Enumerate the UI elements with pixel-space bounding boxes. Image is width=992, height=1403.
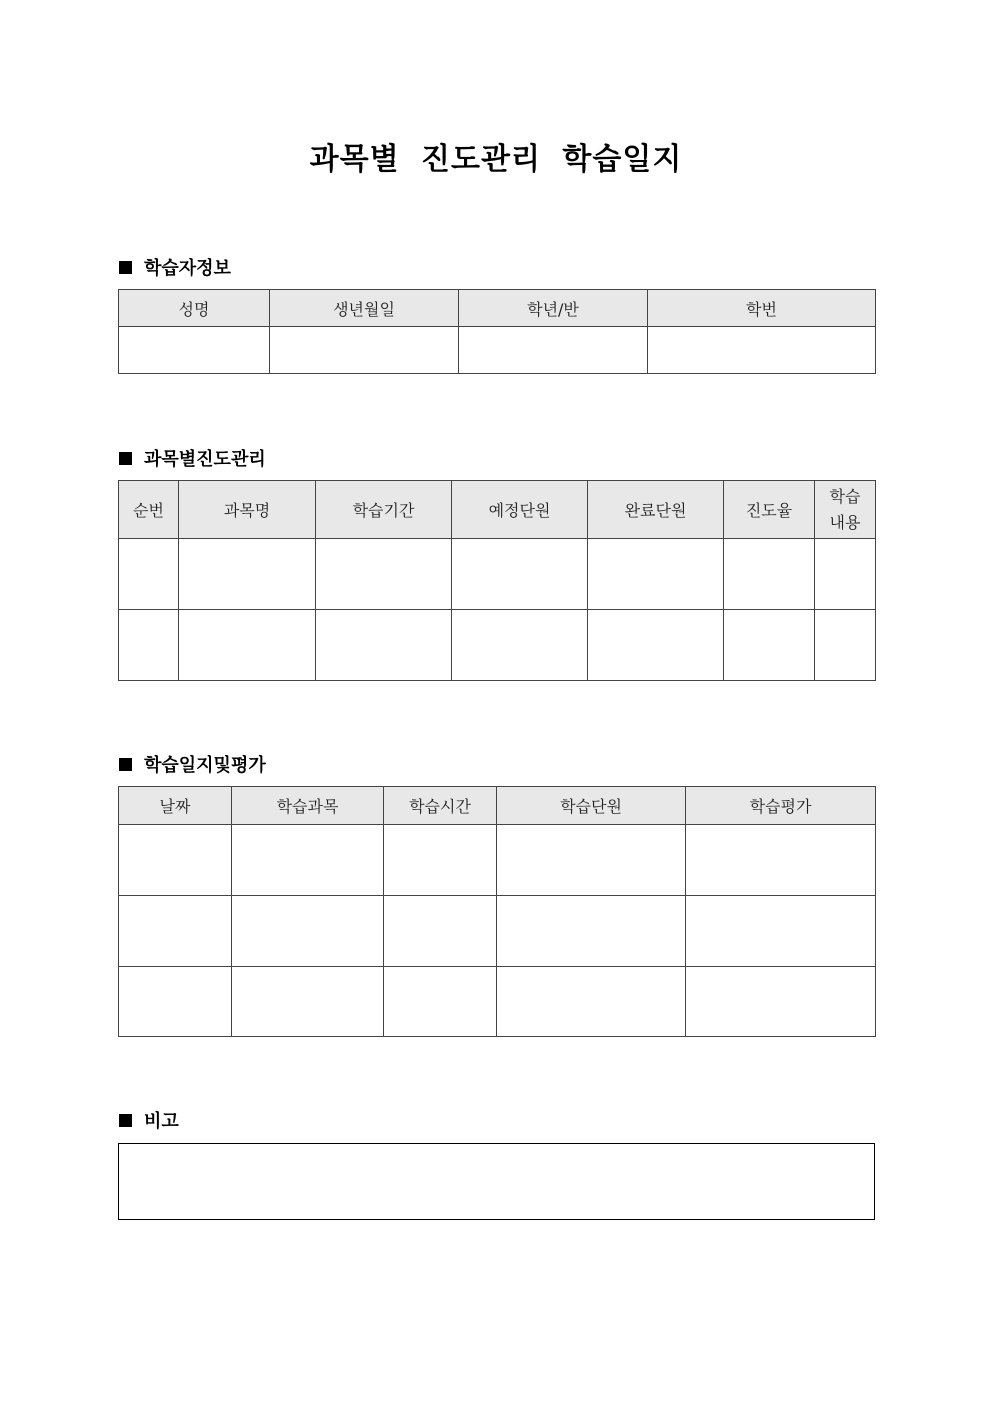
header-planned-unit: 예정단원: [452, 481, 588, 539]
progress-table: [118, 480, 876, 681]
table-row: [119, 539, 876, 610]
section-heading-learner: [119, 254, 231, 280]
section-heading-journal: [119, 751, 266, 777]
header-study-content-line1: 학습: [829, 486, 861, 506]
study-evaluation-cell[interactable]: [686, 825, 876, 896]
square-bullet-icon: [119, 1114, 132, 1127]
seq-cell[interactable]: [119, 539, 179, 610]
header-subject: 과목명: [179, 481, 316, 539]
period-cell[interactable]: [316, 539, 452, 610]
completed-unit-cell[interactable]: [588, 610, 724, 681]
page-title: 과목별 진도관리 학습일지: [309, 142, 683, 177]
study-subject-cell[interactable]: [232, 967, 384, 1037]
header-study-subject: 학습과목: [232, 787, 384, 825]
header-completed-unit: 완료단원: [588, 481, 724, 539]
header-study-evaluation: 학습평가: [686, 787, 876, 825]
study-content-cell[interactable]: [815, 539, 876, 610]
header-study-unit: 학습단원: [497, 787, 686, 825]
table-row: [119, 825, 876, 896]
square-bullet-icon: [119, 261, 132, 274]
header-name: 성명: [119, 290, 270, 327]
header-grade-class: 학년/반: [459, 290, 648, 327]
header-date: 날짜: [119, 787, 232, 825]
study-evaluation-cell[interactable]: [686, 896, 876, 967]
header-seq: 순번: [119, 481, 179, 539]
date-cell[interactable]: [119, 967, 232, 1037]
planned-unit-cell[interactable]: [452, 539, 588, 610]
header-study-content: [815, 481, 876, 539]
study-time-cell[interactable]: [384, 896, 497, 967]
section-heading-remarks: [119, 1107, 179, 1133]
remarks-box[interactable]: [118, 1143, 875, 1220]
name-cell[interactable]: [119, 327, 270, 374]
section-heading-label: 학습자정보: [144, 258, 231, 279]
study-time-cell[interactable]: [384, 825, 497, 896]
planned-unit-cell[interactable]: [452, 610, 588, 681]
header-study-content-line2: 내용: [829, 512, 861, 532]
journal-table: [118, 786, 876, 1037]
study-unit-cell[interactable]: [497, 967, 686, 1037]
section-heading-label: 비고: [144, 1111, 179, 1132]
header-birthdate: 생년월일: [270, 290, 459, 327]
study-unit-cell[interactable]: [497, 825, 686, 896]
completed-unit-cell[interactable]: [588, 539, 724, 610]
study-subject-cell[interactable]: [232, 896, 384, 967]
table-row: [119, 967, 876, 1037]
square-bullet-icon: [119, 452, 132, 465]
study-evaluation-cell[interactable]: [686, 967, 876, 1037]
header-study-time: 학습시간: [384, 787, 497, 825]
table-row: [119, 896, 876, 967]
grade-class-cell[interactable]: [459, 327, 648, 374]
study-subject-cell[interactable]: [232, 825, 384, 896]
subject-cell[interactable]: [179, 539, 316, 610]
progress-rate-cell[interactable]: [724, 539, 815, 610]
date-cell[interactable]: [119, 825, 232, 896]
section-heading-label: 학습일지및평가: [144, 755, 266, 776]
study-content-cell[interactable]: [815, 610, 876, 681]
subject-cell[interactable]: [179, 610, 316, 681]
seq-cell[interactable]: [119, 610, 179, 681]
square-bullet-icon: [119, 758, 132, 771]
period-cell[interactable]: [316, 610, 452, 681]
date-cell[interactable]: [119, 896, 232, 967]
learner-info-table: [118, 289, 876, 374]
study-unit-cell[interactable]: [497, 896, 686, 967]
header-period: 학습기간: [316, 481, 452, 539]
study-time-cell[interactable]: [384, 967, 497, 1037]
section-heading-progress: [119, 445, 266, 471]
progress-rate-cell[interactable]: [724, 610, 815, 681]
header-student-number: 학번: [648, 290, 876, 327]
header-progress-rate: 진도율: [724, 481, 815, 539]
table-row: [119, 327, 876, 374]
birthdate-cell[interactable]: [270, 327, 459, 374]
student-number-cell[interactable]: [648, 327, 876, 374]
table-row: [119, 610, 876, 681]
section-heading-label: 과목별진도관리: [144, 449, 266, 470]
